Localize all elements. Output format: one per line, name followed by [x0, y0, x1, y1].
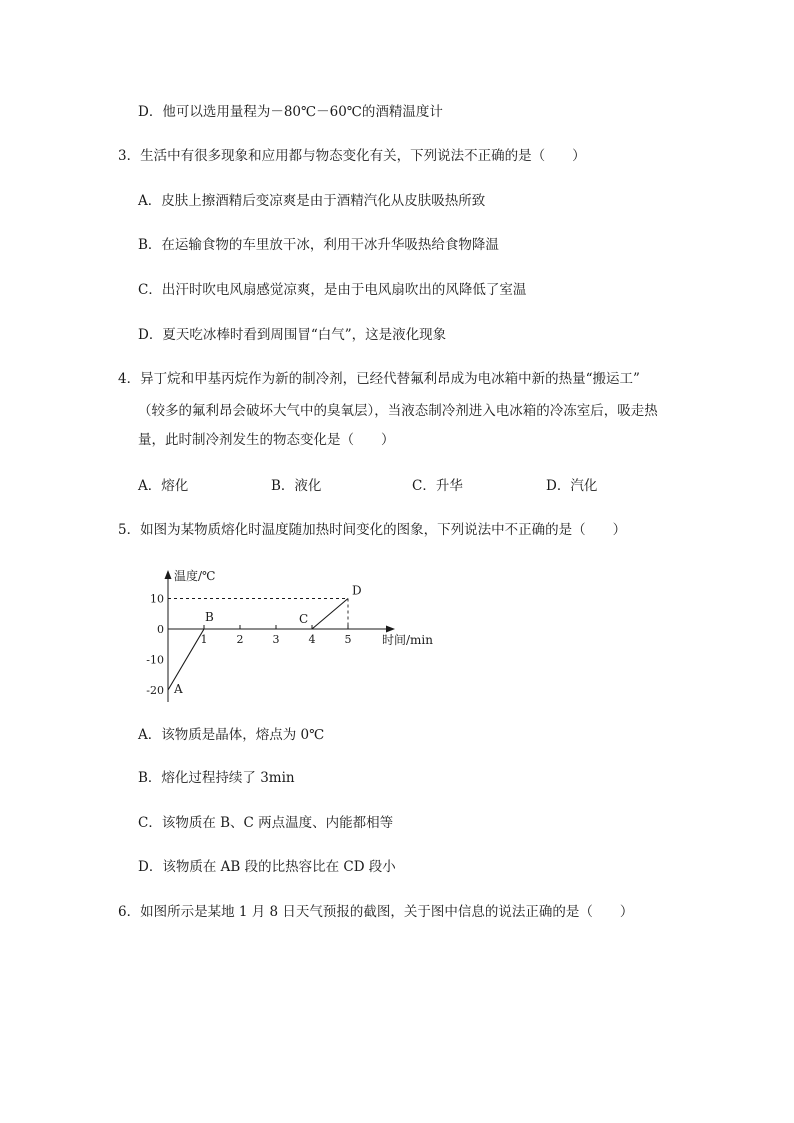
- q3-option-d: D．夏天吃冰棒时看到周围冒“白气”，这是液化现象: [138, 327, 447, 343]
- x-tick-label-5: 5: [344, 633, 352, 646]
- x-tick-label-3: 3: [272, 633, 280, 646]
- q5-option-c: C．该物质在 B、C 两点温度、内能都相等: [138, 815, 394, 831]
- q4-option-a: A．熔化: [138, 478, 189, 494]
- q3-option-a: A．皮肤上擦酒精后变凉爽是由于酒精汽化从皮肤吸热所致: [138, 193, 486, 209]
- series-line-0: [168, 599, 348, 691]
- q3-option-c: C．出汗时吹电风扇感觉凉爽，是由于电风扇吹出的风降低了室温: [138, 282, 527, 298]
- q4-option-d: D．汽化: [546, 478, 598, 494]
- q4-option-b: B．液化: [271, 478, 322, 494]
- y-tick-label-10: 10: [150, 592, 164, 606]
- q4-stem-line-1: 4．异丁烷和甲基丙烷作为新的制冷剂，已经代替氟利昂成为电冰箱中新的热量“搬运工”: [118, 371, 640, 387]
- point-label-c: C: [299, 612, 309, 626]
- x-axis-arrow: [386, 626, 395, 633]
- x-axis-label: 时间/min: [382, 633, 433, 647]
- temperature-time-graph: [140, 562, 440, 702]
- y-axis-label: 温度/℃: [174, 569, 216, 583]
- q4-option-c: C．升华: [412, 478, 463, 494]
- q4-stem-line-2: （较多的氟利昂会破坏大气中的臭氧层），当液态制冷剂进入电冰箱的冷冻室后，吸走热: [138, 403, 658, 419]
- q5-option-a: A．该物质是晶体，熔点为 0℃: [138, 727, 325, 743]
- q4-stem-line-3: 量，此时制冷剂发生的物态变化是（ ）: [138, 432, 395, 448]
- x-tick-label-1: 1: [200, 633, 208, 646]
- x-tick-label-4: 4: [308, 633, 316, 646]
- q6-stem: 6．如图所示是某地 1 月 8 日天气预报的截图，关于图中信息的说法正确的是（ ）: [118, 904, 634, 920]
- q5-option-b: B．熔化过程持续了 3min: [138, 770, 295, 786]
- point-label-d: D: [352, 583, 362, 598]
- x-tick-label-2: 2: [236, 633, 244, 646]
- q3-option-b: B．在运输食物的车里放干冰，利用干冰升华吸热给食物降温: [138, 237, 499, 253]
- y-tick-label-neg10: -10: [146, 653, 164, 667]
- y-tick-label-neg20: -20: [146, 684, 164, 697]
- q2-option-d: D．他可以选用量程为－80℃－60℃的酒精温度计: [138, 104, 443, 120]
- q5-option-d: D．该物质在 AB 段的比热容比在 CD 段小: [138, 859, 396, 875]
- point-label-b: B: [205, 610, 214, 624]
- graph-series: [168, 599, 348, 691]
- y-axis-arrow: [165, 570, 172, 579]
- point-label-a: A: [174, 682, 183, 696]
- y-tick-label-0: 0: [157, 623, 164, 636]
- q3-stem: 3．生活中有很多现象和应用都与物态变化有关，下列说法不正确的是（ ）: [118, 148, 586, 164]
- q5-stem: 5．如图为某物质熔化时温度随加热时间变化的图象，下列说法中不正确的是（ ）: [118, 522, 627, 538]
